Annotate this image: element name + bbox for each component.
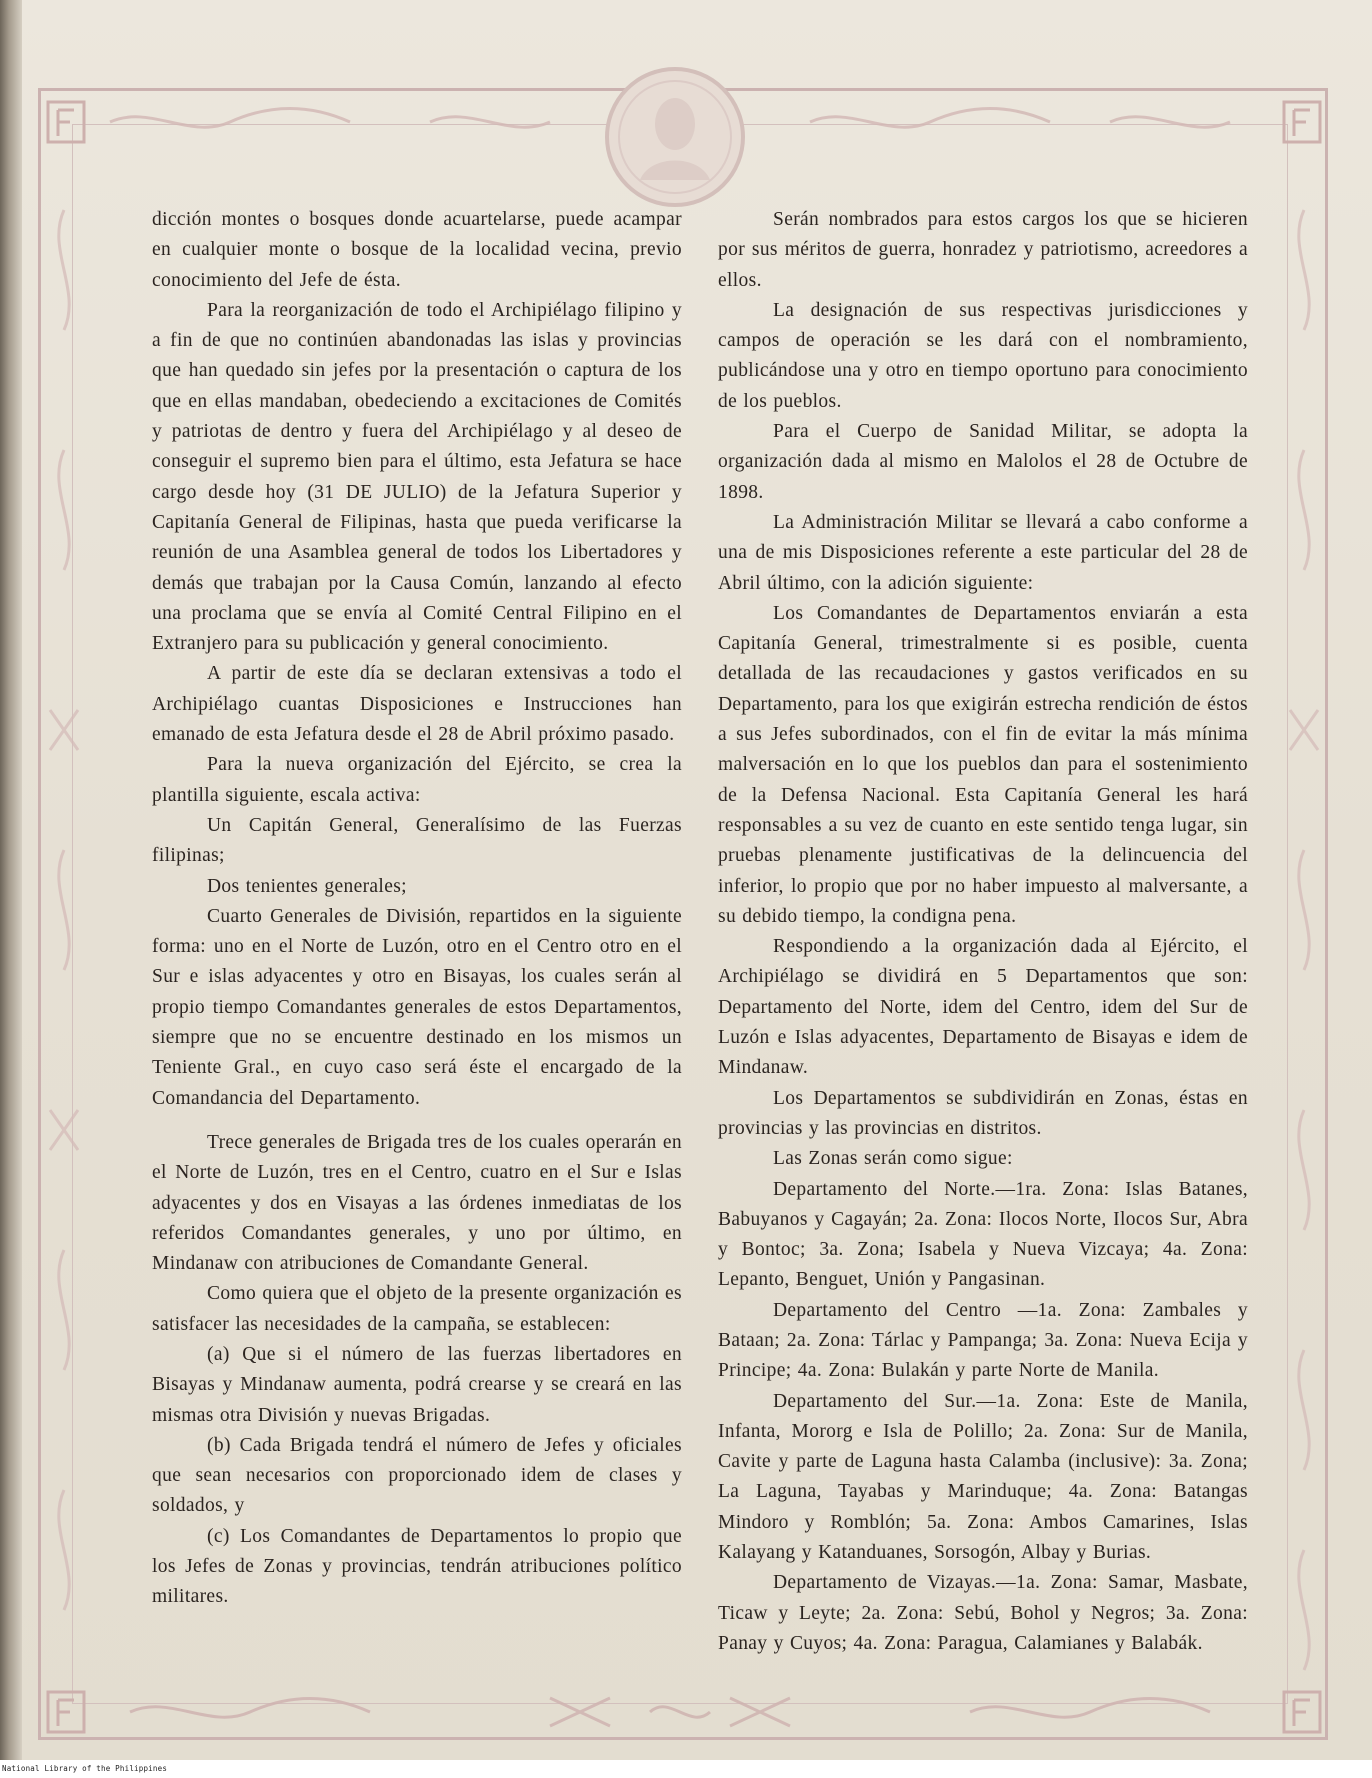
paragraph: Las Zonas serán como sigue: xyxy=(773,1148,1013,1170)
corner-ornament-bottom-left xyxy=(42,1686,90,1738)
corner-ornament-top-left xyxy=(42,96,90,148)
ornament-band-left xyxy=(42,150,86,1680)
paragraph: (c) Los Comandantes de Departamentos lo propio que los Jefes de Zonas y provincias, tendrán atribuciones político militares. xyxy=(152,1525,682,1608)
paragraph: Dos tenientes generales; xyxy=(207,875,407,897)
ornament-band-right xyxy=(1282,150,1326,1680)
paragraph: Serán nombrados para estos cargos los que se hicieren por sus méritos de guerra, honradez y patriotismo, acreedores a ellos. xyxy=(718,209,1248,291)
paragraph: Trece generales de Brigada tres de los cuales operarán en el Norte de Luzón, tres en el Centro, cuatro en el Sur e Islas adyacentes y dos en Visayas a las órdenes inmediatas de los referidos Comandantes generales, y uno por último, en Mindanaw con atribuciones de Comandante General. xyxy=(152,1131,682,1275)
paragraph: Cuarto Generales de División, repartidos en la siguiente forma: uno en el Norte de Luzón, otro en el Centro otro en el Sur e islas adyacentes y otro en Bisayas, los cuales serán al propio tiempo Comandantes generales de estos Departamentos, siempre que no se encuentre destinado en los mismos un Teniente Gral., en cuyo caso será éste el encargado de la Comandancia del Departamento. xyxy=(152,905,682,1109)
paragraph: (a) Que si el número de las fuerzas libertadores en Bisayas y Mindanaw aumenta, podrá crearse y se creará en las mismas otra División y nuevas Brigadas. xyxy=(152,1343,682,1426)
paragraph: Departamento del Sur.—1a. Zona: Este de Manila, Infanta, Mororg e Isla de Polillo; 2a. Zona: Sur de Manila, Cavite y parte de Laguna hasta Calamba (inclusive): 3a. Zona; La Laguna, Tayabas y Marinduque; 4a. Zona: Batangas Mindoro y Romblón; 5a. Zona: Ambos Camarines, Islas Kalayang y Katanduanes, Sorsogón, Albay y Burias. xyxy=(718,1390,1248,1564)
text-column-left xyxy=(152,205,682,1613)
paragraph: Departamento del Centro —1a. Zona: Zambales y Bataan; 2a. Zona: Tárlac y Pampanga; 3a. Zona: Nueva Ecija y Principe; 4a. Zona: Bulakán y parte Norte de Manila. xyxy=(718,1299,1248,1382)
paragraph: Como quiera que el objeto de la presente organización es satisfacer las necesidades de la campaña, se establecen: xyxy=(152,1283,682,1335)
paragraph: Departamento de Vizayas.—1a. Zona: Samar, Masbate, Ticaw y Leyte; 2a. Zona: Sebú, Bohol y Negros; 3a. Zona: Panay y Cuyos; 4a. Zona: Paragua, Calamianes y Balabák. xyxy=(718,1572,1248,1654)
portrait-medallion xyxy=(600,62,750,212)
paragraph: La designación de sus respectivas jurisdicciones y campos de operación se les dará con el nombramiento, publicándose una y otro en tiempo oportuno para conocimiento de los pueblos. xyxy=(718,299,1248,412)
paragraph: Respondiendo a la organización dada al Ejército, el Archipiélago se dividirá en 5 Departamentos que son: Departamento del Norte, idem del Centro, idem del Sur de Luzón e Islas adyacentes, Departamento de Bisayas e idem de Mindanaw. xyxy=(718,936,1248,1079)
paragraph: Para la nueva organización del Ejército, se crea la plantilla siguiente, escala activa: xyxy=(152,754,682,806)
paragraph: dicción montes o bosques donde acuartelarse, puede acampar en cualquier monte o bosque de la localidad vecina, previo conocimiento del Jefe de ésta. xyxy=(152,209,682,291)
library-credit: National Library of the Philippines xyxy=(2,1764,168,1773)
paragraph: Departamento del Norte.—1ra. Zona: Islas Batanes, Babuyanos y Cagayán; 2a. Zona: Ilocos Norte, Ilocos Sur, Abra y Bontoc; 3a. Zona; Isabela y Nueva Vizcaya; 4a. Zona: Lepanto, Benguet, Unión y Pangasinan. xyxy=(718,1178,1248,1291)
paragraph: Para el Cuerpo de Sanidad Militar, se adopta la organización dada al mismo en Malolos el 28 de Octubre de 1898. xyxy=(718,421,1248,503)
paragraph: (b) Cada Brigada tendrá el número de Jefes y oficiales que sean necesarios con proporcionado idem de clases y soldados, y xyxy=(152,1434,682,1517)
paragraph: Un Capitán General, Generalísimo de las Fuerzas filipinas; xyxy=(152,814,682,867)
paragraph: Para la reorganización de todo el Archipiélago filipino y a fin de que no continúen abandonadas las islas y provincias que han quedado sin jefes por la presentación o captura de los que en ellas mandaban, obedeciendo a excitaciones de Comités y patriotas de dentro y fuera del Archipiélago y al deseo de conseguir el supremo bien para el último, esta Jefatura se hace cargo desde hoy (31 DE JULIO) de la Jefatura Superior y Capitanía General de Filipinas, hasta que pueda verificarse la reunión de una Asamblea general de todos los Libertadores y demás que trabajan por la Causa Común, lanzando al efecto una proclama que se envía al Comité Central Filipino en el Extranjero para su publicación y general conocimiento. xyxy=(152,299,682,655)
paragraph: Los Departamentos se subdividirán en Zonas, éstas en provincias y las provincias en distritos. xyxy=(718,1087,1248,1139)
footer-bar xyxy=(0,1760,1372,1778)
paragraph: A partir de este día se declaran extensivas a todo el Archipiélago cuantas Disposiciones e Instrucciones han emanado de esta Jefatura desde el 28 de Abril próximo pasado. xyxy=(152,663,682,746)
text-column-right xyxy=(718,205,1248,1659)
corner-ornament-top-right xyxy=(1278,96,1326,148)
ornament-band-bottom xyxy=(70,1690,1290,1734)
paragraph: Los Comandantes de Departamentos enviarán a esta Capitanía General, trimestralmente si es posible, cuenta detallada de las recaudaciones y gastos verificados en su Departamento, para los que exigirán estrecha rendición de éstos a sus Jefes subordinados, con el fin de evitar la más mínima malversación en lo que los pueblos dan para el sostenimiento de la Defensa Nacional. Esta Capitanía General les hará responsables a su vez de cuanto en este sentido tenga lugar, sin pruebas plenamente justificativas de la delincuencia del inferior, lo propio que por no haber impuesto al malversante, a su debido tiempo, la condigna pena. xyxy=(718,602,1248,927)
corner-ornament-bottom-right xyxy=(1278,1686,1326,1738)
paragraph: La Administración Militar se llevará a cabo conforme a una de mis Disposiciones referente a este particular del 28 de Abril último, con la adición siguiente: xyxy=(718,511,1248,594)
binding-edge-shadow xyxy=(0,0,22,1760)
